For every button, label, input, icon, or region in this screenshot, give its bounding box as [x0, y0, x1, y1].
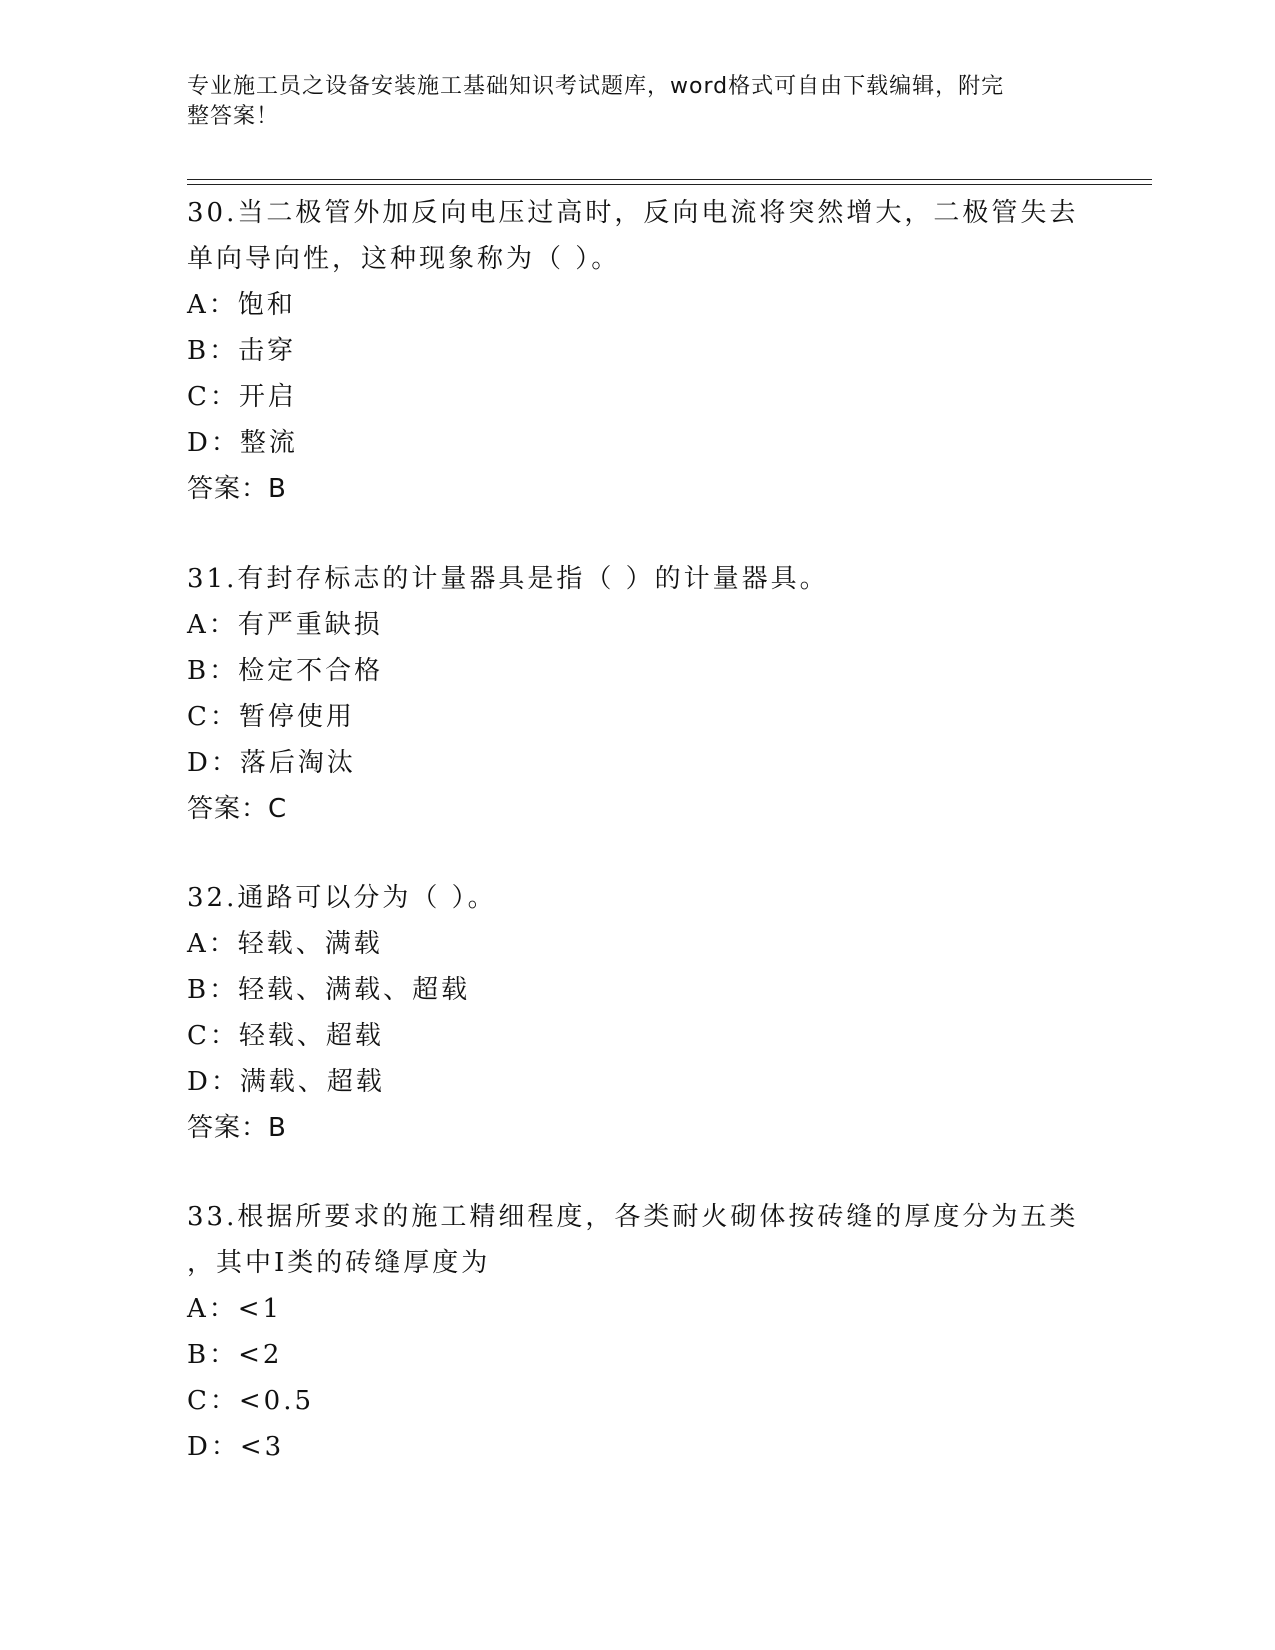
- option-d: D：整流: [187, 428, 298, 458]
- question-31: [187, 556, 1087, 832]
- document-header: [187, 72, 1067, 132]
- option-d: D：<3: [187, 1432, 285, 1462]
- header-divider-top: [187, 179, 1152, 180]
- option-c: C：开启: [187, 382, 297, 412]
- question-stem-line-1: 33.根据所要求的施工精细程度，各类耐火砌体按砖缝的厚度分为五类: [187, 1202, 1079, 1232]
- option-b: B：检定不合格: [187, 656, 384, 686]
- option-a: A：饱和: [187, 290, 296, 320]
- header-line-2: 整答案！: [187, 104, 280, 129]
- option-a: A：轻载、满载: [187, 929, 383, 959]
- answer: 答案：B: [187, 1113, 287, 1143]
- question-stem-line-2: 单向导向性，这种现象称为（ ）。: [187, 244, 621, 274]
- option-b: B：击穿: [187, 336, 297, 366]
- option-c: C：<0.5: [187, 1386, 315, 1416]
- question-stem-line-1: 30.当二极管外加反向电压过高时，反向电流将突然增大，二极管失去: [187, 198, 1079, 228]
- question-30: [187, 190, 1087, 512]
- question-33: [187, 1194, 1087, 1470]
- header-line-1: 专业施工员之设备安装施工基础知识考试题库，word格式可自由下载编辑，附完: [187, 74, 1005, 99]
- option-c: C：暂停使用: [187, 702, 355, 732]
- option-a: A：<1: [187, 1294, 283, 1324]
- question-32: [187, 875, 1087, 1151]
- option-b: B：<2: [187, 1340, 283, 1370]
- answer: 答案：C: [187, 794, 288, 824]
- option-a: A：有严重缺损: [187, 610, 383, 640]
- option-c: C：轻载、超载: [187, 1021, 384, 1051]
- option-d: D：落后淘汰: [187, 748, 356, 778]
- option-b: B：轻载、满载、超载: [187, 975, 471, 1005]
- header-divider-bottom: [187, 184, 1152, 185]
- option-d: D：满载、超载: [187, 1067, 385, 1097]
- question-stem-line-1: 32.通路可以分为（ ）。: [187, 883, 497, 913]
- question-stem-line-1: 31.有封存标志的计量器具是指（ ）的计量器具。: [187, 564, 829, 594]
- answer: 答案：B: [187, 474, 287, 504]
- question-stem-line-2: ，其中Ⅰ类的砖缝厚度为: [187, 1248, 491, 1278]
